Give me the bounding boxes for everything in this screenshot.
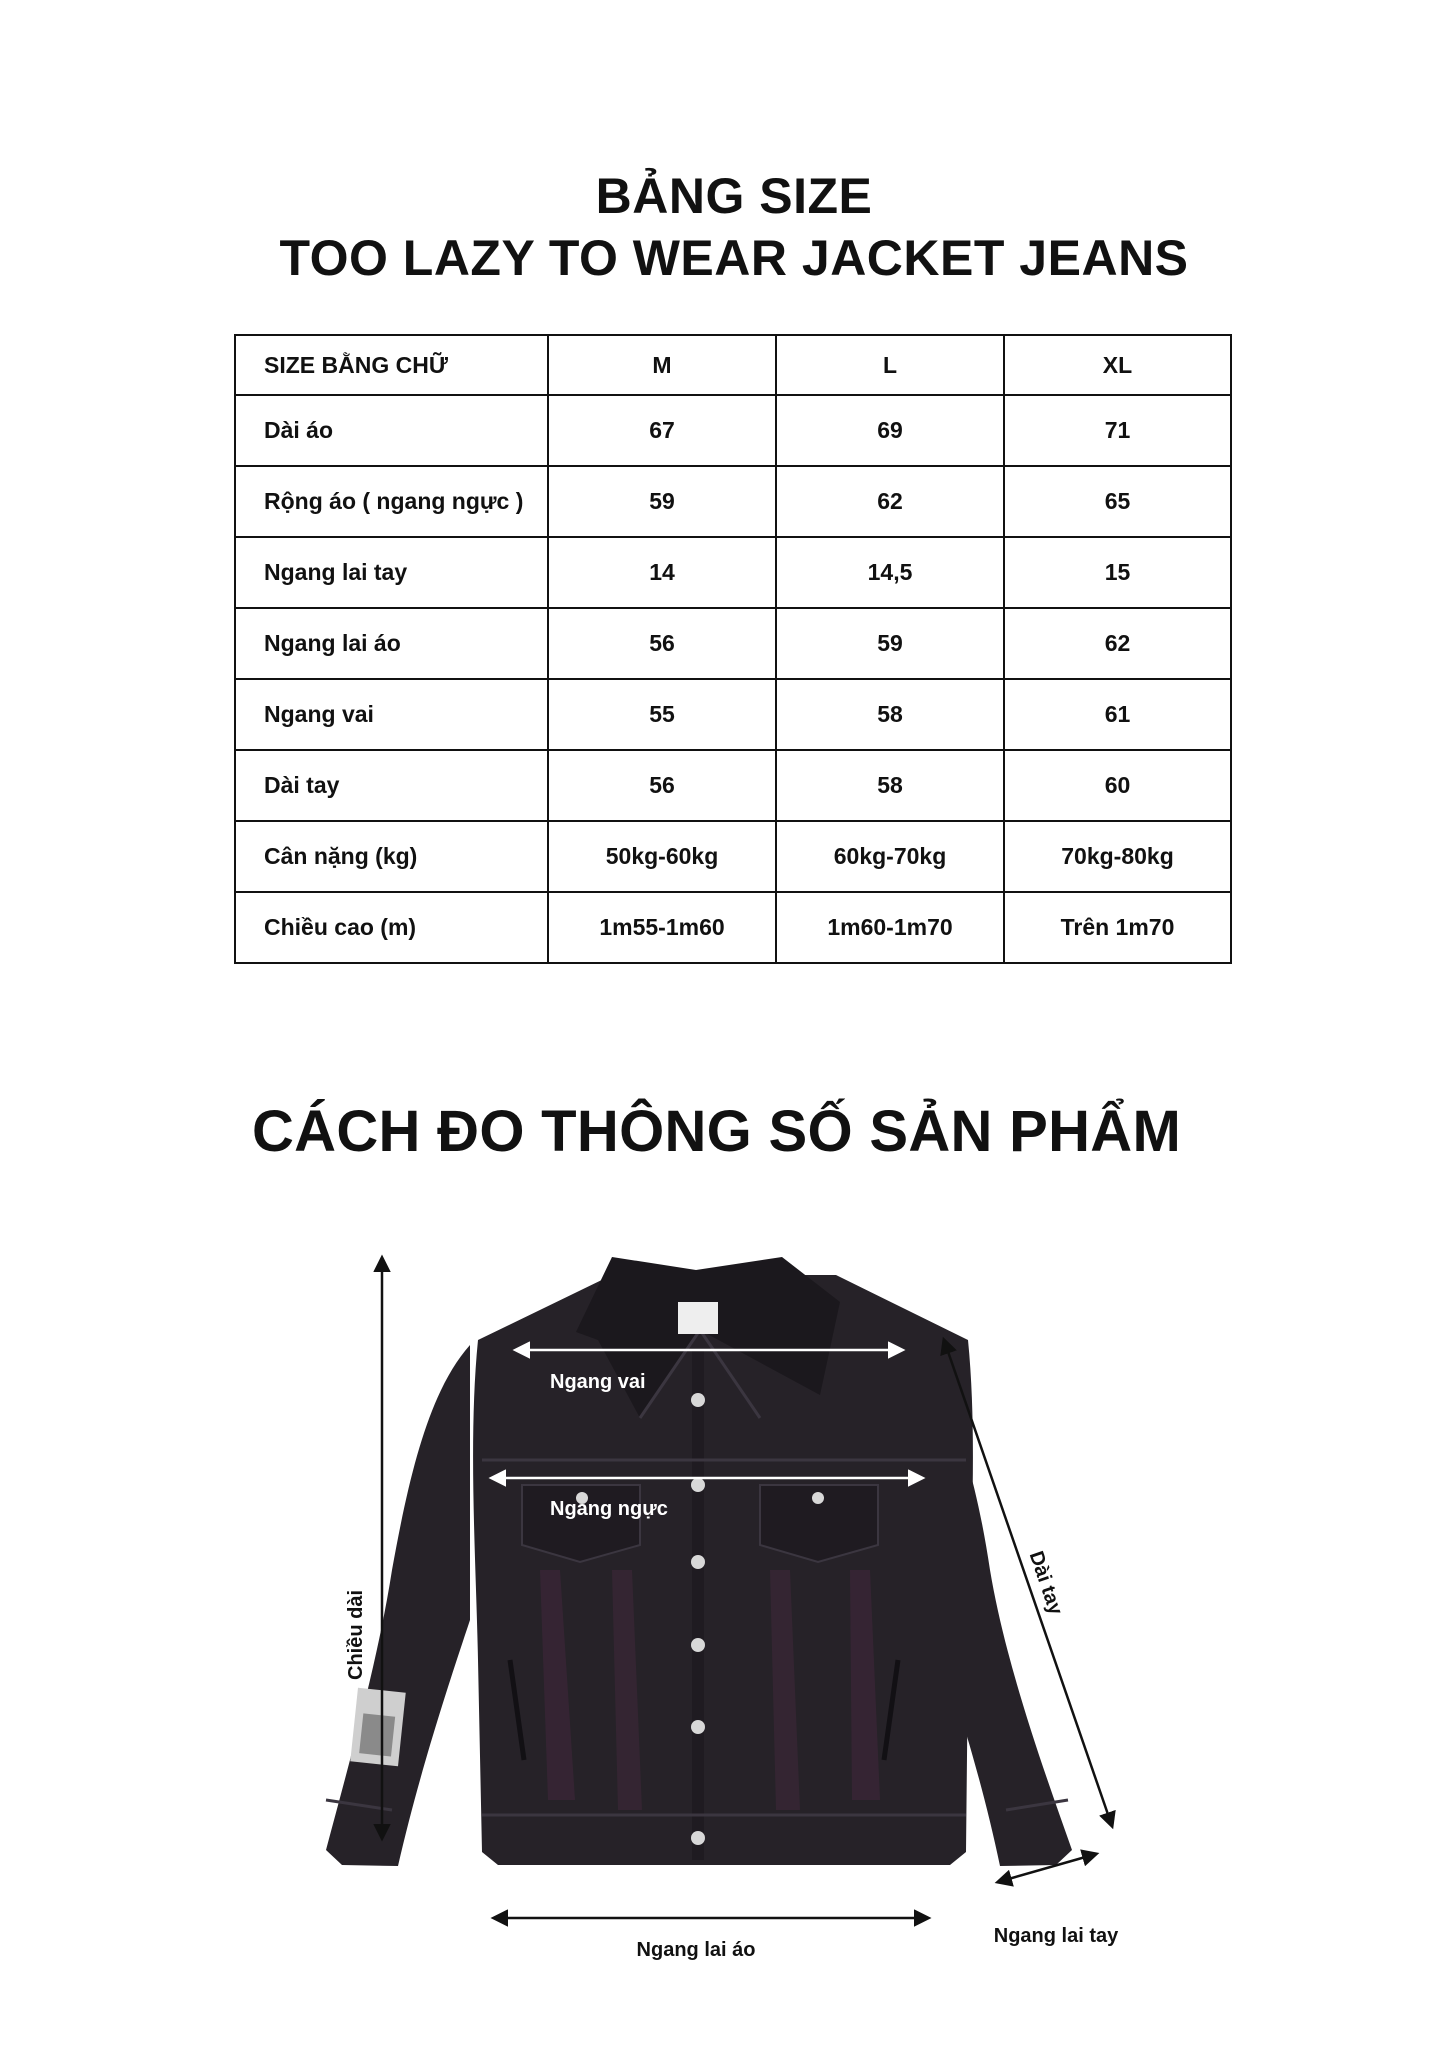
table-row xyxy=(235,395,1231,466)
label-length: Chiều dài xyxy=(345,1589,367,1681)
label-cuff: Ngang lai tay xyxy=(993,1925,1119,1947)
table-row xyxy=(235,608,1231,679)
row-label: Ngang lai áo xyxy=(235,608,548,679)
table-row xyxy=(235,537,1231,608)
label-hem: Ngang lai áo xyxy=(636,1939,756,1960)
row-label: Ngang vai xyxy=(235,679,548,750)
measure-section-title: CÁCH ĐO THÔNG SỐ SẢN PHẨM xyxy=(252,1099,1182,1164)
cell-value: 56 xyxy=(548,608,776,679)
table-row xyxy=(235,466,1231,537)
header-cell-xl: XL xyxy=(1004,335,1231,395)
row-label: Dài tay xyxy=(235,750,548,821)
label-chest: Ngang ngực xyxy=(550,1498,668,1520)
size-chart-title: BẢNG SIZE xyxy=(595,168,873,224)
table-row xyxy=(235,750,1231,821)
cell-value: 65 xyxy=(1004,466,1231,537)
product-name-title: TOO LAZY TO WEAR JACKET JEANS xyxy=(279,230,1189,286)
cell-value: 62 xyxy=(1004,608,1231,679)
header-cell-size-label: SIZE BẰNG CHỮ xyxy=(235,335,548,395)
table-header-row xyxy=(235,335,1231,395)
cell-value: 58 xyxy=(776,679,1004,750)
cell-value: 69 xyxy=(776,395,1004,466)
cell-value: 62 xyxy=(776,466,1004,537)
jacket-measurement-diagram xyxy=(0,1240,1448,1960)
cell-value: 15 xyxy=(1004,537,1231,608)
row-label: Rộng áo ( ngang ngực ) xyxy=(235,466,548,537)
header-cell-m: M xyxy=(548,335,776,395)
cell-value: 60 xyxy=(1004,750,1231,821)
cell-value: Trên 1m70 xyxy=(1004,892,1231,963)
jacket-image xyxy=(326,1257,1072,1866)
table-row xyxy=(235,679,1231,750)
cell-value: 67 xyxy=(548,395,776,466)
row-label: Dài áo xyxy=(235,395,548,466)
cell-value: 50kg-60kg xyxy=(548,821,776,892)
cell-value: 59 xyxy=(548,466,776,537)
table-row xyxy=(235,892,1231,963)
cell-value: 71 xyxy=(1004,395,1231,466)
cell-value: 14,5 xyxy=(776,537,1004,608)
table-row xyxy=(235,821,1231,892)
cell-value: 14 xyxy=(548,537,776,608)
cell-value: 55 xyxy=(548,679,776,750)
cell-value: 59 xyxy=(776,608,1004,679)
header-cell-l: L xyxy=(776,335,1004,395)
row-label: Ngang lai tay xyxy=(235,537,548,608)
row-label: Chiều cao (m) xyxy=(235,892,548,963)
cell-value: 60kg-70kg xyxy=(776,821,1004,892)
cell-value: 58 xyxy=(776,750,1004,821)
cell-value: 1m60-1m70 xyxy=(776,892,1004,963)
cell-value: 56 xyxy=(548,750,776,821)
cell-value: 1m55-1m60 xyxy=(548,892,776,963)
cell-value: 70kg-80kg xyxy=(1004,821,1231,892)
label-shoulder: Ngang vai xyxy=(550,1371,646,1393)
size-table xyxy=(234,334,1232,964)
cell-value: 61 xyxy=(1004,679,1231,750)
row-label: Cân nặng (kg) xyxy=(235,821,548,892)
label-sleeve-length: Dài tay xyxy=(1024,1548,1067,1618)
